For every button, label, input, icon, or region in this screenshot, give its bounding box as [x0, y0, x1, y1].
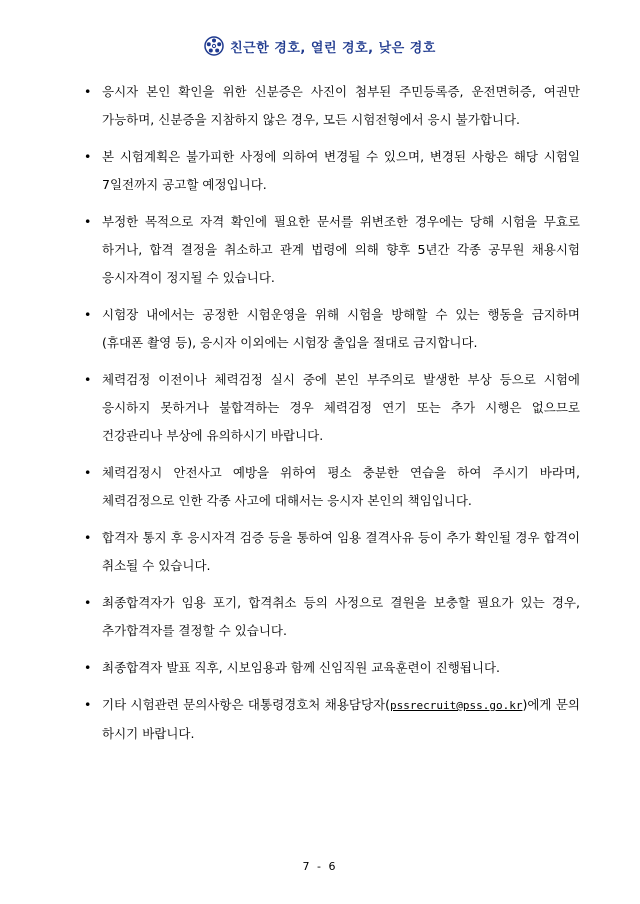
contact-text-after: )에게 문의 하시기 바랍니다.: [102, 697, 580, 741]
page-header: [0, 36, 640, 56]
notice-item-additional-pass: [84, 589, 580, 645]
notice-text: 최종합격자가 임용 포기, 합격취소 등의 사정으로 결원을 보충할 필요가 있는 경우, 추가합격자를 결정할 수 있습니다.: [102, 595, 580, 638]
notice-item-verification: [84, 524, 580, 580]
notice-text: 체력검정시 안전사고 예방을 위하여 평소 충분한 연습을 하여 주시기 바라며, 체력검정으로 인한 각종 사고에 대해서는 응시자 본인의 책임입니다.: [102, 465, 580, 508]
notice-text: 부정한 목적으로 자격 확인에 필요한 문서를 위변조한 경우에는 당해 시험을 무효로 하거나, 합격 결정을 취소하고 관계 법령에 의해 향후 5년간 각종 공무원 채용시험 응시자격이 정지될 수 있습니다.: [102, 214, 580, 285]
bullet: •: [84, 372, 92, 387]
notice-text: 체력검정 이전이나 체력검정 실시 중에 본인 부주의로 발생한 부상 등으로 시험에 응시하지 못하거나 불합격하는 경우 체력검정 연기 또는 추가 시행은 없으므로 건강관리나 부상에 유의하시기 바랍니다.: [102, 372, 580, 443]
header-slogan: 친근한 경호, 열린 경호, 낮은 경호: [230, 40, 436, 56]
bullet: •: [84, 595, 92, 610]
notice-item-contact: [84, 691, 580, 748]
bullet: •: [84, 149, 92, 164]
contact-email-link[interactable]: pssrecruit@pss.go.kr: [390, 699, 523, 712]
contact-text-before: 기타 시험관련 문의사항은 대통령경호처 채용담당자(: [102, 697, 390, 712]
bullet: •: [84, 660, 92, 675]
page-number: 7 - 6: [302, 860, 338, 873]
bullet: •: [84, 307, 92, 322]
notice-text: 최종합격자 발표 직후, 시보임용과 함께 신임직원 교육훈련이 진행됩니다.: [102, 660, 501, 675]
bullet: •: [84, 697, 92, 712]
notice-item-plan-change: [84, 143, 580, 199]
notice-item-training: [84, 654, 580, 682]
notice-item-safety: [84, 459, 580, 515]
notice-text: 응시자 본인 확인을 위한 신분증은 사진이 첨부된 주민등록증, 운전면허증, 여권만 가능하며, 신분증을 지참하지 않은 경우, 모든 시험전형에서 응시 불가합니다.: [102, 84, 580, 127]
bullet: •: [84, 214, 92, 229]
pss-emblem-icon: [204, 36, 224, 56]
bullet: •: [84, 84, 92, 99]
notice-item-forgery: [84, 208, 580, 292]
notice-text: 시험장 내에서는 공정한 시험운영을 위해 시험을 방해할 수 있는 행동을 금지하며(휴대폰 촬영 등), 응시자 이외에는 시험장 출입을 절대로 금지합니다.: [102, 307, 580, 350]
notice-item-injury: [84, 366, 580, 450]
bullet: •: [84, 530, 92, 545]
notice-item-id-card: [84, 78, 580, 134]
notice-list: [84, 78, 580, 757]
notice-text: 본 시험계획은 불가피한 사정에 의하여 변경될 수 있으며, 변경된 사항은 해당 시험일 7일전까지 공고할 예정입니다.: [102, 149, 580, 192]
notice-item-exam-hall: [84, 301, 580, 357]
bullet: •: [84, 465, 92, 480]
notice-text: 합격자 통지 후 응시자격 검증 등을 통하여 임용 결격사유 등이 추가 확인될 경우 합격이 취소될 수 있습니다.: [102, 530, 580, 573]
